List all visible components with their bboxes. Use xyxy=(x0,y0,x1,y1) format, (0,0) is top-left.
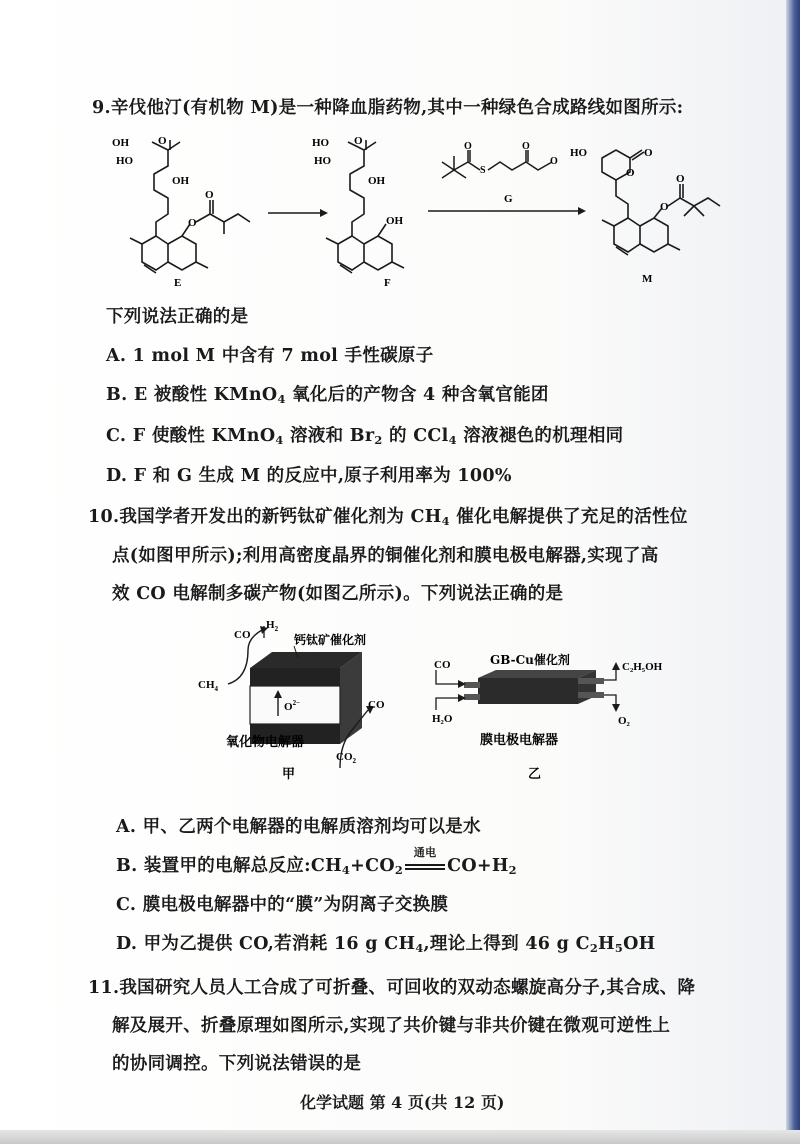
svg-text:O: O xyxy=(188,217,197,229)
yi-co: CO xyxy=(434,659,451,671)
q9-stem: 9.辛伐他汀(有机物 M)是一种降血脂药物,其中一种绿色合成路线如图所示: xyxy=(92,98,684,118)
svg-text:OH: OH xyxy=(386,215,404,227)
svg-text:HO: HO xyxy=(570,147,588,159)
q10-b-condition: 通电 xyxy=(413,846,437,859)
page-footer: 化学试题 第 4 页(共 12 页) xyxy=(300,1093,505,1112)
jia-co-top: CO xyxy=(234,629,251,641)
yi-caption: 乙 xyxy=(528,767,542,782)
jia-ch4: $CH_4$ xyxy=(198,679,218,693)
svg-text:O: O xyxy=(550,156,558,167)
q10-line3: 效 CO 电解制多碳产物(如图乙所示)。下列说法正确的是 xyxy=(112,584,564,604)
jia-caption: 甲 xyxy=(282,767,296,782)
svg-text:HO: HO xyxy=(312,137,330,149)
q9-option-d: D. F 和 G 生成 M 的反应中,原子利用率为 100% xyxy=(106,466,512,486)
yi-c2h5oh: C₂H₅OH xyxy=(622,661,663,673)
e-o-label: O xyxy=(158,135,167,147)
svg-text:HO: HO xyxy=(116,155,134,167)
yi-catalyst: GB-Cu催化剂 xyxy=(490,653,570,667)
yi-h2o: H₂O xyxy=(432,713,453,725)
arrow-f-m xyxy=(428,206,588,216)
q10-option-b: B. 装置甲的电解总反应$:CH_4+CO_2$ 通电 $CO+H_2$ xyxy=(116,846,517,877)
q10-line2: 点(如图甲所示);利用高密度晶界的铜催化剂和膜电极电解器,实现了高 xyxy=(112,546,659,566)
e-label: E xyxy=(174,277,182,289)
svg-text:HO: HO xyxy=(314,155,332,167)
svg-text:OH: OH xyxy=(172,175,190,187)
reagent-g xyxy=(432,140,582,210)
structure-e xyxy=(110,128,280,288)
svg-text:O: O xyxy=(660,201,669,213)
jia-device-label: 氧化物电解器 xyxy=(226,735,305,750)
m-label: M xyxy=(642,273,653,285)
q10-option-a: A. 甲、乙两个电解器的电解质溶剂均可以是水 xyxy=(116,817,481,837)
g-label: G xyxy=(504,193,513,205)
svg-text:O: O xyxy=(644,147,653,159)
svg-text:OH: OH xyxy=(368,175,386,187)
svg-text:O: O xyxy=(522,141,530,152)
svg-text:O: O xyxy=(676,173,685,185)
svg-text:O: O xyxy=(354,135,363,147)
q9-option-a: A. 1 mol M 中含有 7 mol 手性碳原子 xyxy=(106,346,434,366)
q11-line3: 的协同调控。下列说法错误的是 xyxy=(112,1054,362,1074)
jia-h2: $H_2$ xyxy=(266,619,279,633)
svg-text:S: S xyxy=(480,165,486,176)
q9-prompt: 下列说法正确的是 xyxy=(106,307,249,327)
svg-text:O: O xyxy=(464,141,472,152)
jia-co2: $CO_2$ xyxy=(336,751,356,765)
svg-text:OH: OH xyxy=(112,137,130,149)
svg-text:O: O xyxy=(205,189,214,201)
page-edge-bottom xyxy=(0,1130,800,1144)
jia-o2-ion: $O^{2-}$ xyxy=(284,699,301,713)
jia-co-right: CO xyxy=(368,699,385,711)
q11-line1: 11.我国研究人员人工合成了可折叠、可回收的双动态螺旋高分子,其合成、降 xyxy=(88,978,696,998)
q9-option-b: B. E 被酸性 KMnO$_4$ 氧化后的产物含 4 种含氧官能团 xyxy=(106,385,549,406)
structure-f xyxy=(312,128,438,289)
jia-catalyst: 钙钛矿催化剂 xyxy=(294,633,367,647)
q10-option-c: C. 膜电极电解器中的“膜”为阴离子交换膜 xyxy=(116,895,449,915)
q10-option-d: D. 甲为乙提供 CO,若消耗 16 g $CH_4$,理论上得到 46 g $C_2H_5OH$ xyxy=(116,934,656,955)
page-edge-right xyxy=(786,0,800,1144)
svg-text:O: O xyxy=(626,167,635,179)
structure-m xyxy=(570,136,730,288)
q11-line2: 解及展开、折叠原理如图所示,实现了共价键与非共价键在微观可逆性上 xyxy=(112,1016,671,1036)
yi-device-label: 膜电极电解器 xyxy=(480,733,559,748)
figure-yi-membrane-electrolyzer xyxy=(430,648,680,788)
figure-jia-oxide-electrolyzer xyxy=(190,618,420,798)
yi-o2: O₂ xyxy=(618,715,630,727)
q10-line1: 10.我国学者开发出的新钙钛矿催化剂为 $CH_4$ 催化电解提供了充足的活性位 xyxy=(88,507,688,528)
f-label: F xyxy=(384,277,391,289)
q9-option-c: C. F 使酸性 KMnO$_4$ 溶液和 $Br_2$ 的 CCl$_4$ 溶液褪色的机理相同 xyxy=(106,426,624,447)
